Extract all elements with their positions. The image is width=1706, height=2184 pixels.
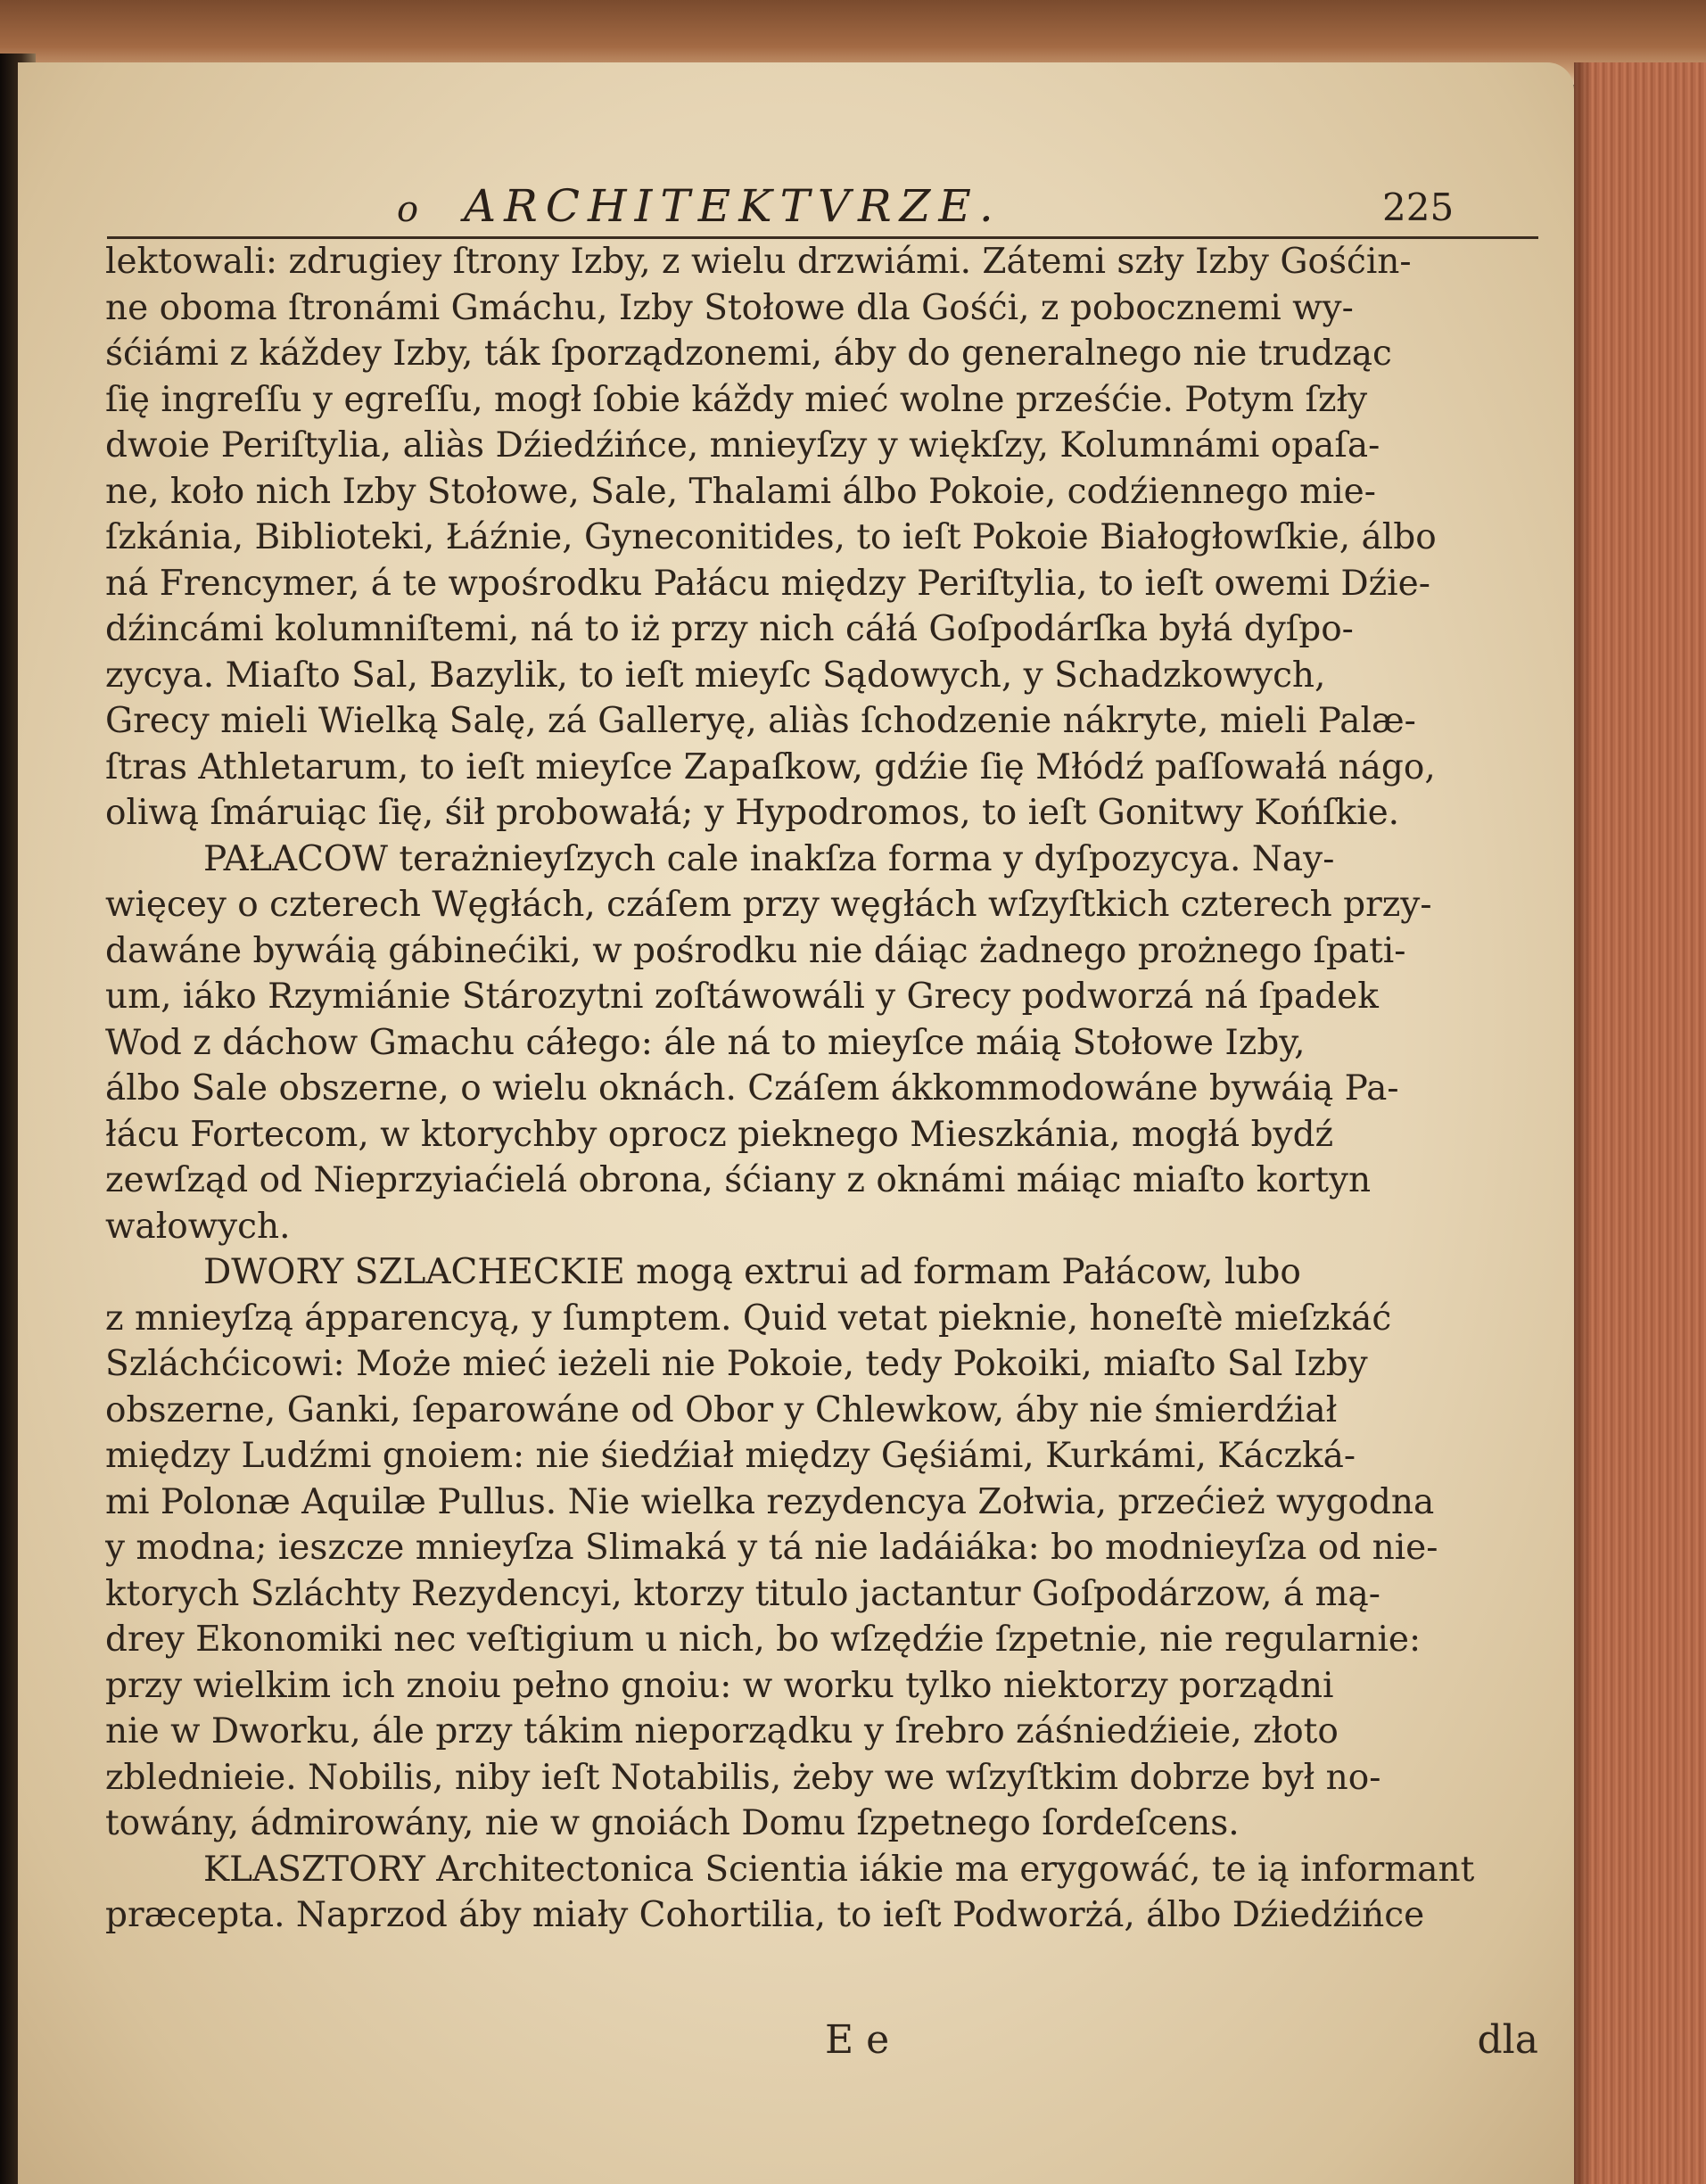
text-line: ktorych Szláchty Rezydencyi, ktorzy titulo jactantur Goſpodárzow, á mą- <box>105 1573 1380 1614</box>
text-line: z mnieyſzą ápparencyą, y ſumptem. Quid vetat pieknie, honeſtè mieſzkáć <box>105 1298 1392 1339</box>
page-footer <box>825 2017 1538 2071</box>
running-head-title: ARCHITEKTVRZE. <box>464 180 1001 232</box>
catchword: dla <box>1477 2017 1538 2063</box>
text-line: nie w Dworku, ále przy tákim nieporządku y ſrebro záśniedźieie, złoto <box>105 1711 1339 1751</box>
text-line: um, iáko Rzymiánie Stározytni zoſtáwowáli y Grecy podworzá ná ſpadek <box>105 977 1379 1017</box>
text-line: præcepta. Naprzod áby miały Cohortilia, to ieſt Podworżá, álbo Dźiedźińce <box>105 1895 1425 1935</box>
signature-mark: E e <box>825 2017 890 2063</box>
text-line: álbo Sale obszerne, o wielu oknách. Czáſem ákkommodowáne bywáią Pa- <box>105 1068 1399 1108</box>
text-line: ſzkánia, Biblioteki, Łáźnie, Gyneconitides, to ieſt Pokoie Białogłowſkie, álbo <box>105 517 1437 557</box>
text-line: y modna; ieszcze mnieyſza Slimaká y tá nie ladáiáka: bo modnieyſza od nie- <box>105 1528 1438 1568</box>
text-line: ná Frencymer, á te wpośrodku Pałácu między Periſtylia, to ieſt owemi Dźie- <box>105 563 1430 604</box>
text-line: obszerne, Ganki, ſeparowáne od Obor y Chlewkow, áby nie śmierdźiał <box>105 1389 1338 1430</box>
body-text <box>105 239 1541 1939</box>
text-line: oliwą ſmáruiąc ſię, śił probowałá; y Hypodromos, to ieſt Gonitwy Końſkie. <box>105 793 1400 833</box>
paragraph-start-line: DWORY SZLACHECKIE mogą extrui ad formam Pałácow, lubo <box>203 1252 1301 1292</box>
text-line: między Ludźmi gnoiem: nie śiedźiał między Gęśiámi, Kurkámi, Káczká- <box>105 1436 1356 1476</box>
text-line: śćiámi z káždey Izby, ták ſporządzonemi, áby do generalnego nie trudząc <box>105 334 1392 374</box>
text-line: towány, ádmirowány, nie w gnoiách Domu ſzpetnego ſordeſcens. <box>105 1803 1240 1843</box>
text-line: wałowych. <box>105 1206 291 1247</box>
text-line: drey Ekonomiki nec veſtigium u nich, bo wſzędźie ſzpetnie, nie regularnie: <box>105 1619 1422 1660</box>
running-head <box>379 178 1538 241</box>
paragraph-start-line: PAŁACOW terażnieyſzych cale inakſza forma y dyſpozycya. Nay- <box>203 838 1335 879</box>
text-line: Wod z dáchow Gmachu cáłego: ále ná to mieyſce máią Stołowe Izby, <box>105 1022 1306 1063</box>
book-fore-edge <box>1574 62 1706 2184</box>
text-line: ſtras Athletarum, to ieſt mieyſce Zapaſkow, gdźie ſię Młódź paſſowałá nágo, <box>105 746 1436 787</box>
text-line: ne oboma ſtronámi Gmáchu, Izby Stołowe dla Gośći, z pobocznemi wy- <box>105 287 1354 328</box>
text-line: ne, koło nich Izby Stołowe, Sale, Thalami álbo Pokoie, codźiennego mie- <box>105 471 1376 512</box>
text-line: dwoie Periſtylia, aliàs Dźiedźińce, mnieyſzy y więkſzy, Kolumnámi opaſa- <box>105 425 1380 466</box>
text-line: lektowali: zdrugiey ſtrony Izby, z wielu drzwiámi. Zátemi szły Izby Gośćin- <box>105 242 1412 282</box>
running-head-prefix: o <box>397 189 419 230</box>
text-line: Grecy mieli Wielką Salę, zá Galleryę, aliàs ſchodzenie nákryte, mieli Palæ- <box>105 701 1416 741</box>
text-line: dawáne bywáią gábinećiki, w pośrodku nie dáiąc żadnego prożnego ſpati- <box>105 930 1406 971</box>
text-line: więcey o czterech Węgłách, czáſem przy węgłách wſzyſtkich czterech przy- <box>105 885 1432 925</box>
text-line: Szláchćicowi: Może mieć ieżeli nie Pokoie, tedy Pokoiki, miaſto Sal Izby <box>105 1344 1368 1384</box>
page-number: 225 <box>1382 185 1455 229</box>
text-line: przy wielkim ich znoiu pełno gnoiu: w worku tylko niektorzy porządni <box>105 1665 1334 1706</box>
text-line: łácu Fortecom, w ktorychby oprocz pieknego Mieszkánia, mogłá bydź <box>105 1114 1334 1155</box>
paragraph-start-line: KLASZTORY Architectonica Scientia iákie ma erygowáć, te ią informant <box>203 1849 1475 1890</box>
text-line: ſię ingreſſu y egreſſu, mogł ſobie káždy mieć wolne prześćie. Potym ſzły <box>105 379 1368 420</box>
text-line: zewſząd od Nieprzyiaćielá obrona, śćiany z oknámi máiąc miaſto kortyn <box>105 1160 1372 1200</box>
text-line: zblednieie. Nobilis, niby ieſt Notabilis, żeby we wſzyſtkim dobrze był no- <box>105 1757 1381 1798</box>
text-line: zycya. Miaſto Sal, Bazylik, to ieſt mieyſc Sądowych, y Schadzkowych, <box>105 655 1326 696</box>
text-line: dźincámi kolumniſtemi, ná to iż przy nich cáłá Goſpodárſka byłá dyſpo- <box>105 609 1354 649</box>
text-line: mi Polonæ Aquilæ Pullus. Nie wielka rezydencya Zołwia, przećież wygodna <box>105 1481 1435 1522</box>
